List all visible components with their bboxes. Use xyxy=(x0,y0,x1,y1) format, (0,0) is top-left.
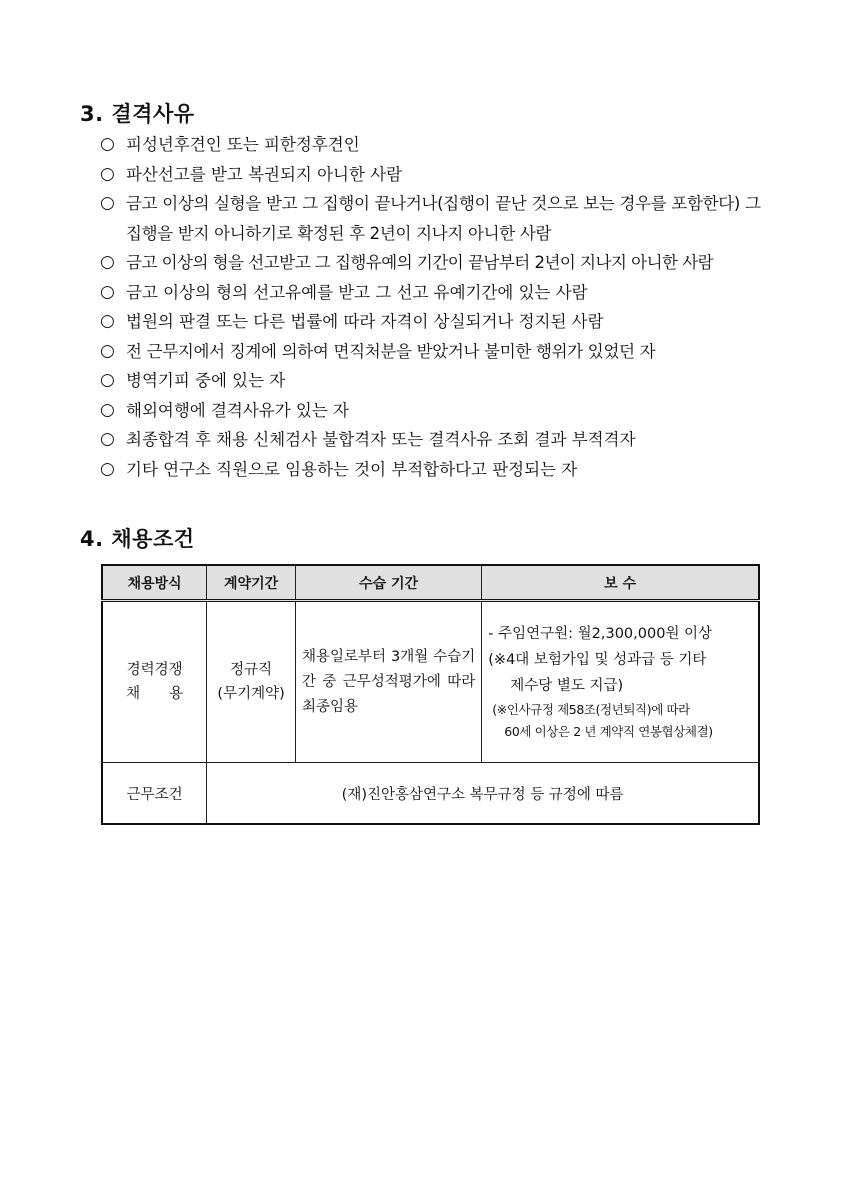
circle-bullet-icon: ○ xyxy=(100,163,115,184)
cell-contract-period xyxy=(207,601,296,763)
circle-bullet-icon: ○ xyxy=(100,311,115,331)
list-item xyxy=(100,366,790,396)
circle-bullet-icon: ○ xyxy=(100,458,115,479)
table-header-row xyxy=(102,565,759,601)
list-item-text: 최종합격 후 채용 신체검사 불합격자 또는 결격사유 조회 결과 부적격자 xyxy=(126,430,636,449)
circle-bullet-icon: ○ xyxy=(100,340,115,361)
list-item xyxy=(100,425,790,455)
disqualification-list xyxy=(100,130,790,484)
list-item xyxy=(100,248,790,278)
method-line: 경력경쟁 xyxy=(126,662,183,678)
list-item-text: 병역기피 중에 있는 자 xyxy=(126,371,286,390)
list-item-text: 파산선고를 받고 복권되지 아니한 사람 xyxy=(126,164,403,184)
circle-bullet-icon: ○ xyxy=(100,370,115,390)
list-item-text: 금고 이상의 실형을 받고 그 집행이 끝나거나(집행이 끝난 것으로 보는 경우를 포함한다) 그 집행을 받지 아니하기로 확정된 후 2년이 지나지 아니한 사람 xyxy=(126,194,761,243)
salary-sub: 제수당 별도 지급) xyxy=(510,678,624,694)
list-item-text: 해외여행에 결격사유가 있는 자 xyxy=(126,400,349,420)
list-item xyxy=(100,307,790,337)
circle-bullet-icon: ○ xyxy=(100,193,115,213)
contract-line: 정규직 xyxy=(230,662,273,678)
salary-sub: (※4대 보험가입 및 성과급 등 기타 xyxy=(488,652,707,668)
cell-hiring-method xyxy=(102,601,207,763)
salary-note: (※인사규정 제58조(정년퇴직)에 따라 xyxy=(492,702,690,717)
header-probation-period: 수습 기간 xyxy=(295,565,481,601)
list-item xyxy=(100,189,790,248)
table-row xyxy=(102,601,759,763)
cell-salary xyxy=(482,601,759,763)
contract-line: (무기계약) xyxy=(217,686,285,702)
circle-bullet-icon: ○ xyxy=(100,281,115,302)
list-item-text: 법원의 판결 또는 다른 법률에 따라 자격이 상실되거나 정지된 사람 xyxy=(126,312,604,331)
section-title-disqualifications: 3. 결격사유 xyxy=(80,102,195,126)
header-hiring-method: 채용방식 xyxy=(102,565,207,601)
list-item-text: 기타 연구소 직원으로 임용하는 것이 부적합하다고 판정되는 자 xyxy=(126,459,578,479)
cell-work-conditions-label: 근무조건 xyxy=(102,763,207,825)
list-item xyxy=(100,455,790,485)
section-title-employment-conditions: 4. 채용조건 xyxy=(80,527,195,551)
list-item-text: 금고 이상의 형의 선고유예를 받고 그 선고 유예기간에 있는 사람 xyxy=(126,282,588,302)
list-item xyxy=(100,278,790,308)
list-item xyxy=(100,337,790,367)
cell-work-conditions-value: (재)진안홍삼연구소 복무규정 등 규정에 따름 xyxy=(207,763,759,825)
employment-conditions-table xyxy=(101,564,760,825)
method-line: 채 용 xyxy=(126,686,184,702)
circle-bullet-icon: ○ xyxy=(100,252,115,272)
circle-bullet-icon: ○ xyxy=(100,429,115,449)
circle-bullet-icon: ○ xyxy=(100,399,115,420)
list-item xyxy=(100,160,790,190)
salary-main: - 주임연구원: 월2,300,000원 이상 xyxy=(488,626,713,642)
list-item-text: 피성년후견인 또는 피한정후견인 xyxy=(126,135,360,154)
list-item-text: 전 근무지에서 징계에 의하여 면직처분을 받았거나 불미한 행위가 있었던 자 xyxy=(126,341,656,361)
list-item-text: 금고 이상의 형을 선고받고 그 집행유예의 기간이 끝남부터 2년이 지나지 아니한 사람 xyxy=(126,253,714,272)
circle-bullet-icon: ○ xyxy=(100,134,115,154)
cell-probation-period: 채용일로부터 3개월 수습기간 중 근무성적평가에 따라 최종임용 xyxy=(295,601,481,763)
list-item xyxy=(100,130,790,160)
list-item xyxy=(100,396,790,426)
header-contract-period: 계약기간 xyxy=(207,565,296,601)
table-row xyxy=(102,763,759,825)
salary-note: 60세 이상은 2 년 계약직 연봉협상체결) xyxy=(504,724,713,739)
header-salary: 보 수 xyxy=(482,565,759,601)
